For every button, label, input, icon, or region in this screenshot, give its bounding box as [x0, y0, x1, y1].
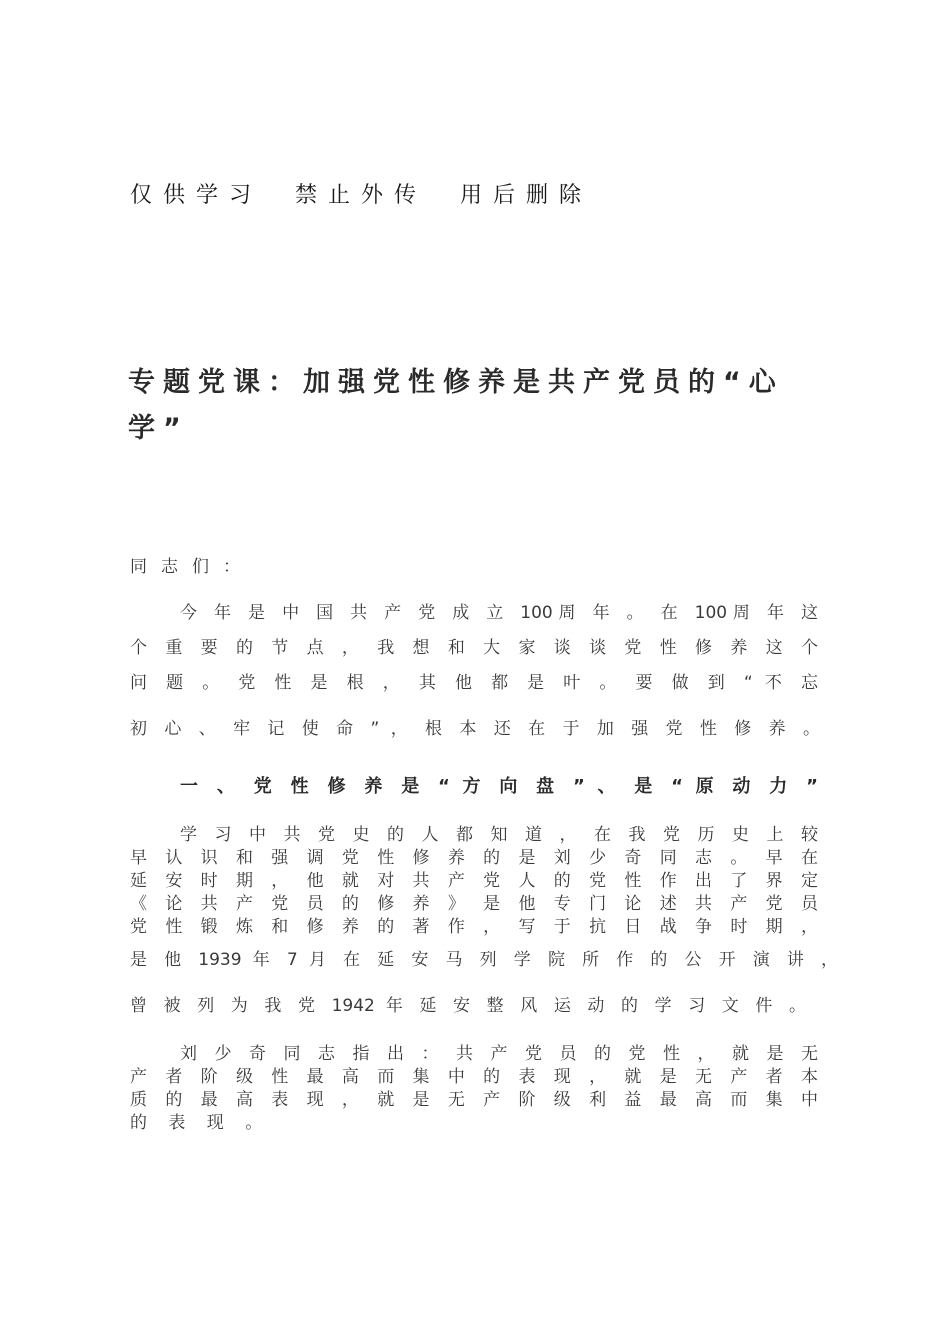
- document-title: 专题党课：加强党性修养是共产党员的“心学”: [128, 367, 784, 444]
- paragraph-3-line-4: 的 表 现 。: [130, 1113, 271, 1133]
- paragraph-3-line-1: 刘 少 奇 同 志 指 出 ： 共 产 党 员 的 党 性 ， 就 是 无: [180, 1044, 818, 1064]
- paragraph-2-line-4: 《 论 共 产 党 员 的 修 养 》 是 他 专 门 论 述 共 产 党 员: [130, 894, 818, 914]
- section-heading-1: 一 、 党 性 修 养 是 “ 方 向 盘 ” 、 是 “ 原 动 力 ”: [180, 776, 818, 797]
- paragraph-1-line-3: 问 题 。 党 性 是 根 ， 其 他 都 是 叶 。 要 做 到 “ 不 忘: [130, 673, 818, 693]
- paragraph-1-line-4: 初 心 、 牢 记 使 命 ” ， 根 本 还 在 于 加 强 党 性 修 养 。: [130, 719, 820, 739]
- paragraph-1-line-1: 今 年 是 中 国 共 产 党 成 立 100周 年 。 在 100周 年 这: [180, 603, 818, 623]
- paragraph-3-line-3: 质 的 最 高 表 现 ， 就 是 无 产 阶 级 利 益 最 高 而 集 中: [130, 1090, 818, 1110]
- greeting: 同志们：: [130, 557, 254, 577]
- paragraph-2-line-2: 早 认 识 和 强 调 党 性 修 养 的 是 刘 少 奇 同 志 。 早 在: [130, 848, 818, 868]
- paragraph-2-line-1: 学 习 中 共 党 史 的 人 都 知 道 ， 在 我 党 历 史 上 较: [180, 825, 818, 845]
- paragraph-2-line-3: 延 安 时 期 ， 他 就 对 共 产 党 人 的 党 性 作 出 了 界 定: [130, 871, 818, 891]
- paragraph-2-line-6: 是 他 1939 年 7 月 在 延 安 马 列 学 院 所 作 的 公 开 演 讲 ，: [130, 950, 838, 970]
- paragraph-2-line-7: 曾 被 列 为 我 党 1942 年 延 安 整 风 运 动 的 学 习 文 件 。: [130, 996, 806, 1016]
- paragraph-1-line-2: 个 重 要 的 节 点 ， 我 想 和 大 家 谈 谈 党 性 修 养 这 个: [130, 638, 818, 658]
- paragraph-3-line-2: 产 者 阶 级 性 最 高 而 集 中 的 表 现 ， 就 是 无 产 者 本: [130, 1067, 818, 1087]
- usage-notice: 仅供学习 禁止外传 用后删除: [130, 183, 593, 208]
- paragraph-2-line-5: 党 性 锻 炼 和 修 养 的 著 作 ， 写 于 抗 日 战 争 时 期 ，: [130, 917, 818, 937]
